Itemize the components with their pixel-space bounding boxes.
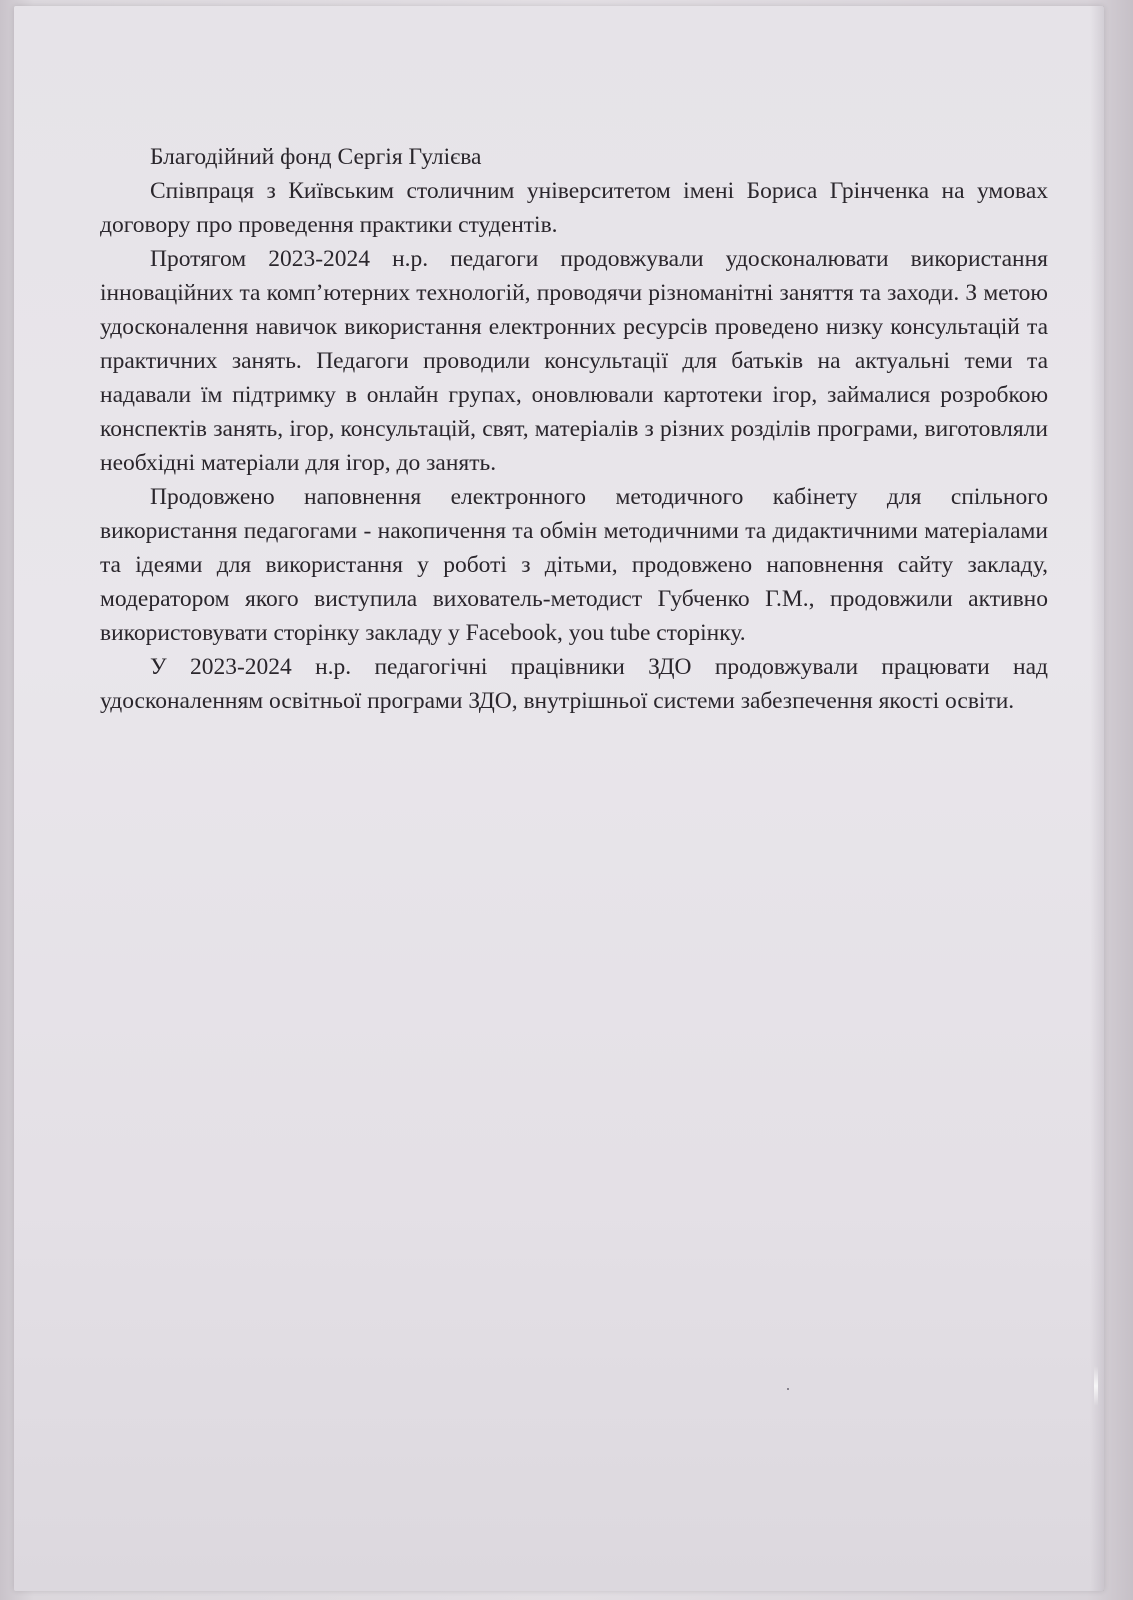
paper-speck [787,1388,789,1390]
paragraph-methodical-cabinet: Продовжено наповнення електронного методичного кабінету для спільного використання педагогами - накопичення та обмін методичними та дидактичними матеріалами та ідеями для використання у роботі з дітьми, продовжено наповнення сайту закладу, модератором якого виступила вихователь-методист Губченко Г.М., продовжили активно використовувати сторінку закладу у Facebook, you tube сторінку. [100,484,1048,646]
document-heading: Благодійний фонд Сергія Гулієва [150,144,482,170]
paragraph-cooperation: Співпраця з Київським столичним університетом імені Бориса Грінченка на умовах договору про проведення практики студентів. [100,178,1048,238]
paragraph-educational-program: У 2023-2024 н.р. педагогічні працівники ЗДО продовжували працювати над удосконаленням освітньої програми ЗДО, внутрішньої системи забезпечення якості освіти. [100,654,1048,714]
paper-glare [1094,1366,1098,1406]
document-body [100,140,1048,718]
paper-edge-shadow [1090,6,1104,1591]
paragraph-technologies: Протягом 2023-2024 н.р. педагоги продовжували удосконалювати використання інноваційних та комп’ютерних технологій, проводячи різноманітні заняття та заходи. З метою удосконалення навичок використання електронних ресурсів проведено низку консультацій та практичних занять. Педагоги проводили консультації для батьків на актуальні теми та надавали їм підтримку в онлайн групах, оновлювали картотеки ігор, займалися розробкою конспектів занять, ігор, консультацій, свят, матеріалів з різних розділів програми, виготовляли необхідні матеріали для ігор, до занять. [100,246,1048,476]
